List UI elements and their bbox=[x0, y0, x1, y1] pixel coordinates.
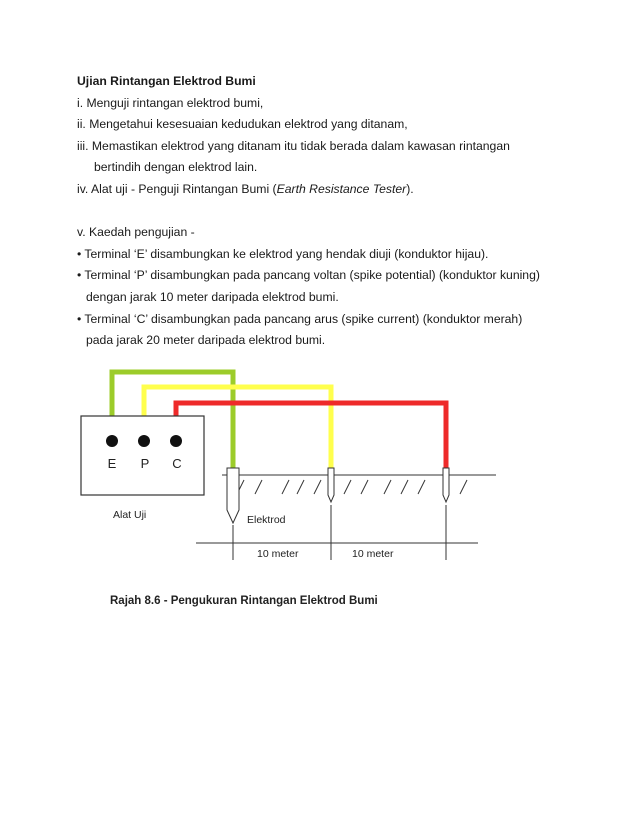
bullet-terminal-c: • Terminal ‘C’ disambungkan pada pancang arus (spike current) (konduktor merah) bbox=[77, 311, 523, 326]
bullet-terminal-c-continued: pada jarak 20 meter daripada elektrod bumi. bbox=[86, 333, 326, 348]
list-item-v: v. Kaedah pengujian - bbox=[77, 225, 195, 240]
terminal-c-dot bbox=[170, 435, 182, 447]
list-item-iii: iii. Memastikan elektrod yang ditanam itu tidak berada dalam kawasan rintangan bbox=[77, 138, 510, 153]
bullet-terminal-e: • Terminal ‘E’ disambungkan ke elektrod yang hendak diuji (konduktor hijau). bbox=[77, 246, 489, 261]
bullet-terminal-p: • Terminal ‘P’ disambungkan pada pancang voltan (spike potential) (konduktor kuning) bbox=[77, 268, 540, 283]
device-label: Alat Uji bbox=[113, 509, 147, 521]
potential-spike bbox=[328, 468, 334, 502]
terminal-p-dot bbox=[138, 435, 150, 447]
current-spike bbox=[443, 468, 449, 502]
red-wire bbox=[176, 403, 446, 468]
list-item-i: i. Menguji rintangan elektrod bumi, bbox=[77, 95, 264, 110]
list-item-iv-emphasis: Earth Resistance Tester bbox=[276, 181, 407, 196]
figure-caption: Rajah 8.6 - Pengukuran Rintangan Elektrod Bumi bbox=[110, 595, 378, 607]
list-item-iv-text: iv. Alat uji - Penguji Rintangan Bumi ( bbox=[77, 181, 277, 196]
section-heading: Ujian Rintangan Elektrod Bumi bbox=[77, 74, 256, 88]
distance-label-1: 10 meter bbox=[257, 548, 299, 560]
distance-label-2: 10 meter bbox=[352, 548, 394, 560]
list-item-ii: ii. Mengetahui kesesuaian kedudukan elektrod yang ditanam, bbox=[77, 117, 408, 132]
terminal-e-dot bbox=[106, 435, 118, 447]
earth-electrode bbox=[227, 468, 239, 523]
terminal-c-label: C bbox=[172, 456, 182, 471]
list-item-iii-continued: bertindih dengan elektrod lain. bbox=[94, 160, 258, 175]
ground-hatching bbox=[237, 480, 467, 494]
bullet-terminal-p-continued: dengan jarak 10 meter daripada elektrod bumi. bbox=[86, 289, 339, 304]
list-item-iv-end: ). bbox=[406, 181, 414, 196]
electrode-label: Elektrod bbox=[247, 514, 286, 526]
terminal-p-label: P bbox=[140, 456, 150, 471]
terminal-e-label: E bbox=[107, 456, 117, 471]
